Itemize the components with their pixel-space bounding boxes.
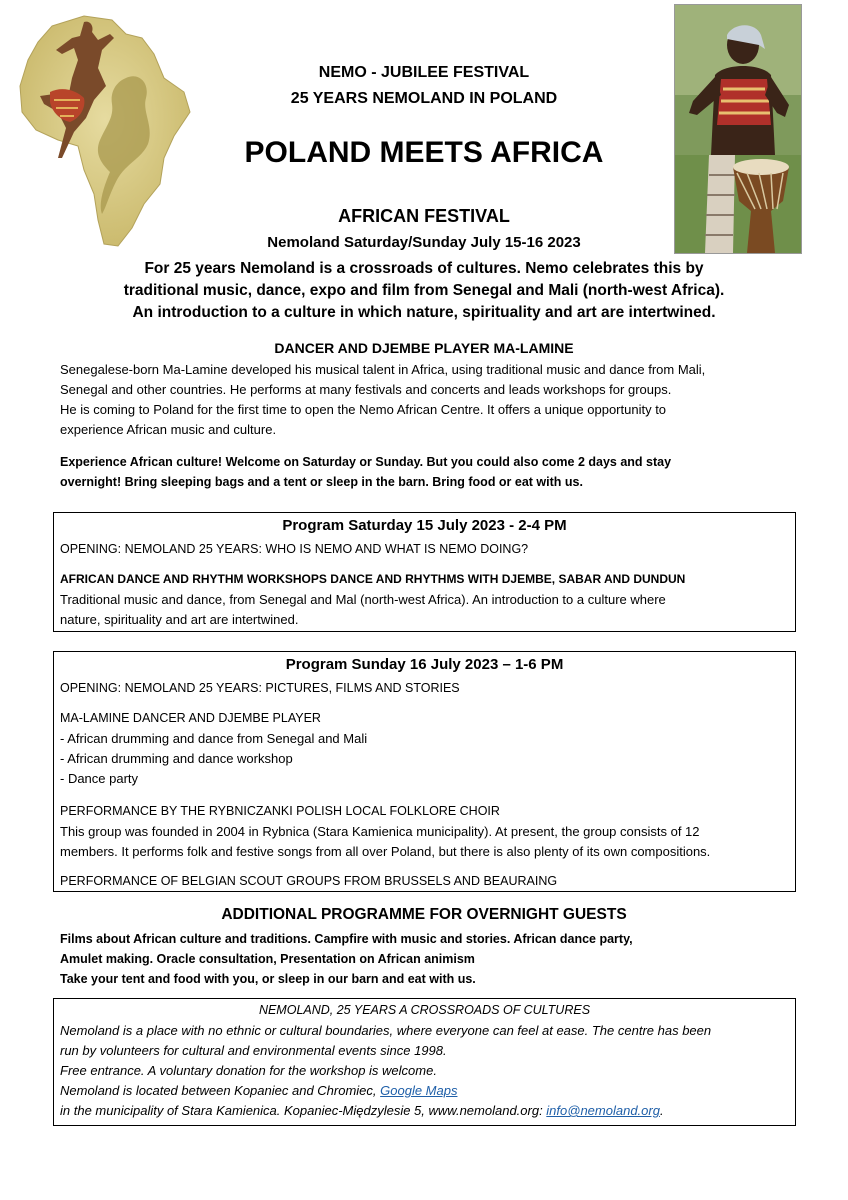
- paragraph-line: He is coming to Poland for the first time to open the Nemo African Centre. It offers a unique opportunity to: [60, 402, 667, 417]
- choir-heading: PERFORMANCE BY THE RYBNICZANKI POLISH LOCAL FOLKLORE CHOIR: [60, 804, 500, 818]
- paragraph-line: Free entrance. A voluntary donation for the workshop is welcome.: [60, 1063, 437, 1078]
- paragraph-line: [60, 1101, 790, 1121]
- saturday-workshop-heading: AFRICAN DANCE AND RHYTHM WORKSHOPS DANCE AND RHYTHMS WITH DJEMBE, SABAR AND DUNDUN: [60, 572, 686, 586]
- paragraph-line: members. It performs folk and festive songs from all over Poland, but there is also plenty of its own compositions.: [60, 844, 711, 859]
- saturday-opening: OPENING: NEMOLAND 25 YEARS: WHO IS NEMO AND WHAT IS NEMO DOING?: [60, 542, 529, 556]
- paragraph-line: [60, 1081, 790, 1101]
- saturday-program-box: [53, 512, 796, 632]
- list-item: - Dance party: [60, 771, 139, 786]
- festival-dates: Nemoland Saturday/Sunday July 15-16 2023: [267, 234, 581, 251]
- paragraph-line: overnight! Bring sleeping bags and a tent or sleep in the barn. Bring food or eat with us.: [60, 475, 583, 489]
- overnight-heading: ADDITIONAL PROGRAMME FOR OVERNIGHT GUESTS: [221, 906, 627, 923]
- list-item: - African drumming and dance from Senegal and Mali: [60, 731, 368, 746]
- paragraph-line: Amulet making. Oracle consultation, Presentation on African animism: [60, 952, 475, 966]
- festival-subkicker: 25 YEARS NEMOLAND IN POLAND: [290, 90, 558, 107]
- paragraph-line: Take your tent and food with you, or sleep in our barn and eat with us.: [60, 972, 476, 986]
- address-suffix: .: [659, 1103, 664, 1118]
- nemoland-info-text: [60, 1021, 790, 1121]
- list-item: - African drumming and dance workshop: [60, 751, 293, 766]
- intro-line: traditional music, dance, expo and film from Senegal and Mali (north-west Africa).: [123, 282, 725, 299]
- paragraph-line: This group was founded in 2004 in Rybnica (Stara Kamienica municipality). At present, the group consists of 12: [60, 824, 700, 839]
- festival-intro: [40, 258, 808, 324]
- paragraph-line: run by volunteers for cultural and environmental events since 1998.: [60, 1043, 447, 1058]
- location-text: Nemoland is located between Kopaniec and Chromiec,: [60, 1083, 381, 1098]
- address-text: in the municipality of Stara Kamienica. Kopaniec-Międzylesie 5, www.nemoland.org:: [60, 1103, 547, 1118]
- malamine-list: [60, 729, 790, 789]
- scouts-performance: PERFORMANCE OF BELGIAN SCOUT GROUPS FROM BRUSSELS AND BEAURAING: [60, 874, 558, 888]
- paragraph-line: nature, spirituality and art are intertwined.: [60, 612, 299, 627]
- paragraph-line: Experience African culture! Welcome on Saturday or Sunday. But you could also come 2 days and stay: [60, 455, 672, 469]
- sunday-program-box: [53, 651, 796, 892]
- festival-kicker: NEMO - JUBILEE FESTIVAL: [318, 64, 530, 81]
- google-maps-link[interactable]: Google Maps: [380, 1083, 458, 1098]
- malamine-heading: MA-LAMINE DANCER AND DJEMBE PLAYER: [60, 711, 321, 725]
- paragraph-line: Traditional music and dance, from Senegal and Mal (north-west Africa). An introduction to a culture where: [60, 592, 666, 607]
- festival-subtitle: AFRICAN FESTIVAL: [338, 206, 510, 226]
- choir-description: [60, 822, 790, 862]
- intro-line: For 25 years Nemoland is a crossroads of cultures. Nemo celebrates this by: [144, 260, 704, 277]
- email-link[interactable]: info@nemoland.org: [546, 1103, 660, 1118]
- nemoland-info-box: [53, 998, 796, 1126]
- dancer-description: [60, 360, 800, 440]
- paragraph-line: Senegal and other countries. He performs at many festivals and concerts and leads workshops for groups.: [60, 382, 672, 397]
- saturday-program-title: Program Saturday 15 July 2023 - 2-4 PM: [282, 517, 567, 534]
- nemoland-info-title: NEMOLAND, 25 YEARS A CROSSROADS OF CULTURES: [258, 1003, 591, 1017]
- intro-line: An introduction to a culture in which nature, spirituality and art are intertwined.: [132, 304, 716, 321]
- dancer-heading: DANCER AND DJEMBE PLAYER MA-LAMINE: [274, 340, 574, 356]
- welcome-note: [60, 452, 800, 492]
- sunday-program-title: Program Sunday 16 July 2023 – 1-6 PM: [285, 656, 564, 673]
- overnight-description: [60, 929, 800, 989]
- paragraph-line: experience African music and culture.: [60, 422, 277, 437]
- sunday-opening: OPENING: NEMOLAND 25 YEARS: PICTURES, FILMS AND STORIES: [60, 681, 460, 695]
- page-title: POLAND MEETS AFRICA: [244, 136, 604, 169]
- paragraph-line: Films about African culture and traditions. Campfire with music and stories. African dance party,: [60, 932, 633, 946]
- paragraph-line: Nemoland is a place with no ethnic or cultural boundaries, where everyone can feel at ease. The centre has been: [60, 1023, 712, 1038]
- saturday-workshop-text: [60, 590, 790, 630]
- paragraph-line: Senegalese-born Ma-Lamine developed his musical talent in Africa, using traditional music and dance from Mali,: [60, 362, 706, 377]
